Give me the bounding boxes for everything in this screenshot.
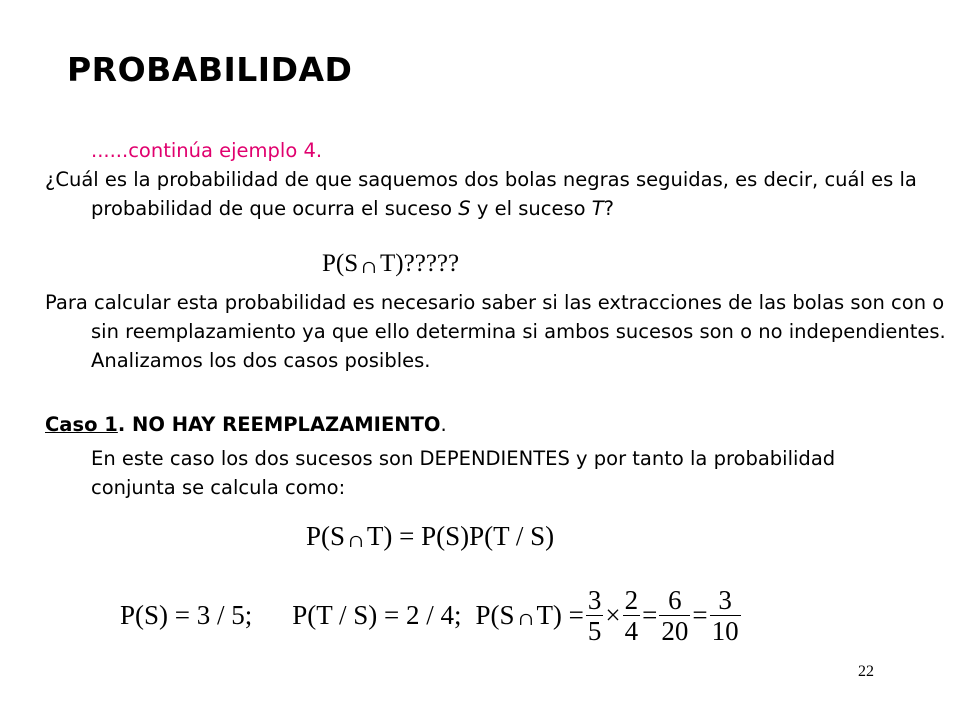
formula-pts: P(T / S) = 2 / 4; bbox=[292, 600, 462, 630]
formula-ps: P(S) = 3 / 5; bbox=[120, 600, 253, 630]
formula-joint-left: P(S bbox=[306, 521, 346, 551]
intersection-symbol: ∩ bbox=[359, 253, 379, 278]
fraction-6-20 bbox=[659, 585, 690, 646]
subtitle: ......continúa ejemplo 4. bbox=[91, 139, 323, 162]
question-text: ¿Cuál es la probabilidad de que saquemos dos bolas negras seguidas, es decir, cuál es la probabilidad de que ocurra el suceso bbox=[45, 168, 917, 220]
formula-values bbox=[120, 585, 743, 646]
fraction-denominator: 5 bbox=[587, 616, 602, 646]
equals-symbol: = bbox=[692, 600, 708, 630]
case1-title: . NO HAY REEMPLAZAMIENTO bbox=[117, 413, 441, 436]
intersection-symbol: ∩ bbox=[346, 527, 366, 552]
case1-heading bbox=[45, 410, 447, 439]
question-paragraph bbox=[45, 165, 951, 223]
dependence-paragraph: En este caso los dos sucesos son DEPENDIENTES y por tanto la probabilidad conjunta se calcula como: bbox=[91, 447, 836, 499]
intersection-symbol: ∩ bbox=[515, 604, 536, 630]
question-mid: y el suceso bbox=[470, 197, 592, 220]
fraction-numerator: 3 bbox=[718, 585, 732, 615]
formula-pst-right: T) = bbox=[536, 600, 584, 630]
formula-question-left: P(S bbox=[322, 250, 359, 277]
question-end: ? bbox=[603, 197, 615, 220]
formula-joint bbox=[306, 521, 554, 552]
fraction-3-5 bbox=[586, 585, 604, 646]
fraction-3-10 bbox=[710, 585, 741, 646]
times-symbol: × bbox=[605, 600, 621, 630]
fraction-numerator: 2 bbox=[624, 585, 639, 615]
explanation-paragraph: Para calcular esta probabilidad es necesario saber si las extracciones de las bolas son con o sin reemplazamiento ya que ello determina si ambos sucesos son o no independientes. Analizamos los dos casos posibles. bbox=[45, 291, 946, 372]
page-title: PROBABILIDAD bbox=[67, 50, 353, 89]
fraction-numerator: 6 bbox=[668, 585, 682, 615]
case1-label: Caso 1 bbox=[45, 413, 118, 436]
formula-joint-right: T) = P(S)P(T / S) bbox=[366, 521, 555, 551]
formula-pst-left: P(S bbox=[475, 600, 515, 630]
formula-question bbox=[322, 250, 459, 278]
fraction-numerator: 3 bbox=[587, 585, 602, 615]
event-s: S bbox=[458, 197, 471, 220]
equals-symbol: = bbox=[642, 600, 658, 630]
fraction-denominator: 4 bbox=[624, 616, 639, 646]
fraction-denominator: 10 bbox=[711, 616, 739, 646]
event-t: T bbox=[591, 197, 604, 220]
page-number: 22 bbox=[858, 663, 874, 680]
fraction-denominator: 20 bbox=[661, 616, 689, 646]
formula-question-right: T)????? bbox=[380, 250, 460, 277]
case1-end: . bbox=[440, 413, 447, 436]
fraction-2-4 bbox=[623, 585, 641, 646]
